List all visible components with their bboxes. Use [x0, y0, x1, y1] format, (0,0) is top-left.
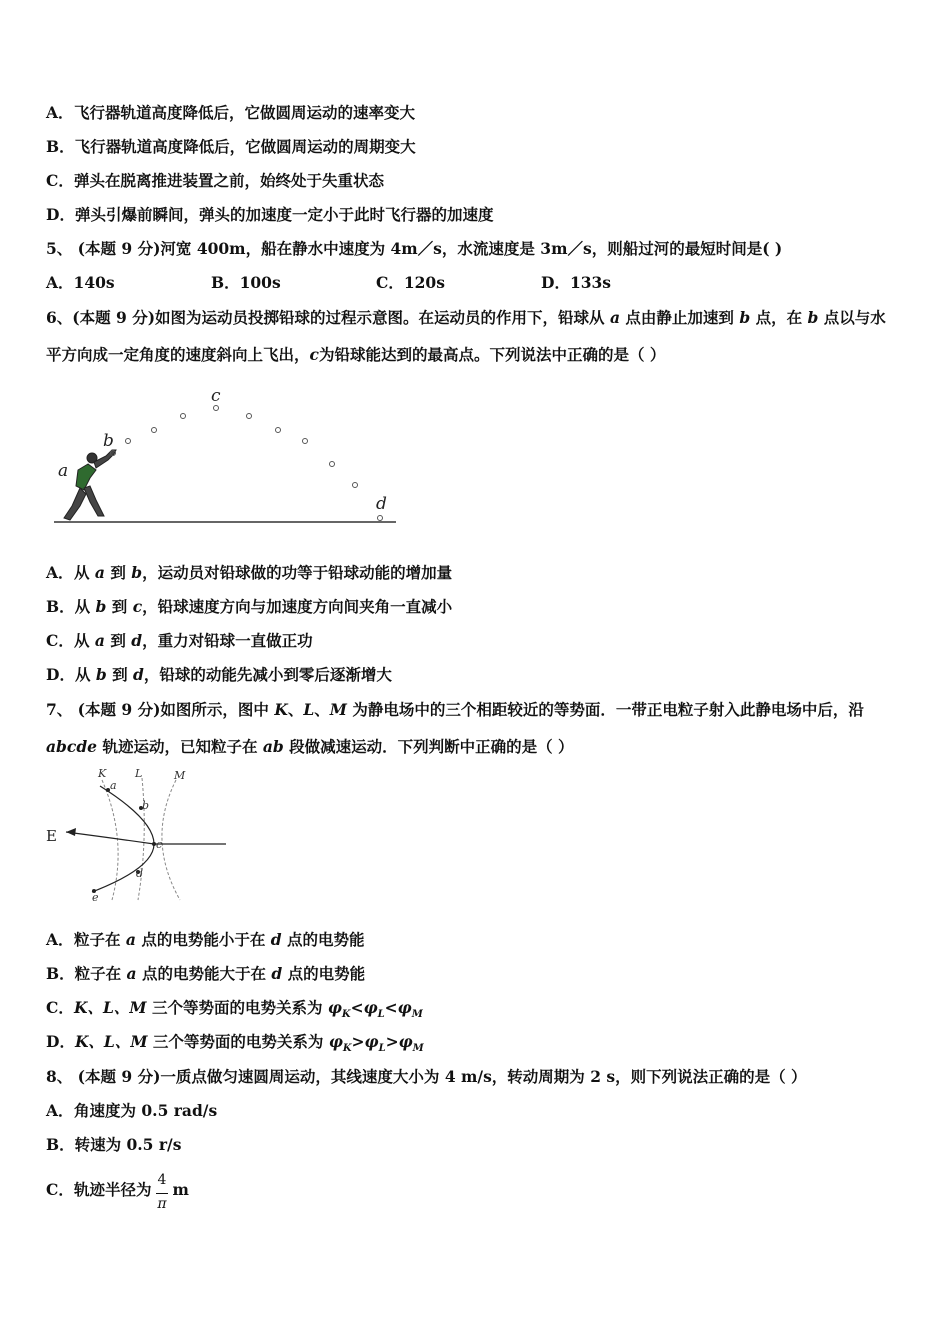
q6-option-a: A．从 a 到 b，运动员对铅球做的功等于铅球动能的增加量	[46, 563, 453, 582]
q7-stem-line2: abcde 轨迹运动，已知粒子在 ab 段做减速运动．下列判断中正确的是（ ）	[46, 737, 574, 756]
shot-put-figure	[50, 382, 410, 532]
q7-option-a: A．粒子在 a 点的电势能小于在 d 点的电势能	[46, 930, 365, 949]
q7-option-c: C．K、L、M 三个等势面的电势关系为 $\varphi_K<\varphi_L<\varphi_M$	[46, 998, 423, 1021]
q4-option-b: B．飞行器轨道高度降低后，它做圆周运动的周期变大	[46, 137, 416, 156]
q8-option-a: A．角速度为 0.5 rad/s	[46, 1101, 218, 1120]
equipotential-m	[162, 780, 180, 900]
q5-option-a: A．140s	[46, 273, 115, 292]
athlete-icon	[64, 450, 116, 520]
label-M: M	[174, 769, 186, 782]
trajectory-point	[152, 428, 157, 433]
label-L: L	[135, 767, 143, 780]
label-d: d	[376, 494, 387, 514]
shot-at-d	[378, 516, 383, 521]
trajectory-point	[126, 439, 131, 444]
q5-option-c: C．120s	[376, 273, 445, 292]
q5-option-b: B．100s	[211, 273, 281, 292]
label-K: K	[98, 767, 107, 780]
q4-option-d: D．弹头引爆前瞬间，弹头的加速度一定小于此时飞行器的加速度	[46, 205, 494, 224]
q7-option-b: B．粒子在 a 点的电势能大于在 d 点的电势能	[46, 964, 366, 983]
q5-stem: 5、 (本题 9 分)河宽 400m，船在静水中速度为 4m／s，水流速度是 3m／s，则船过河的最短时间是( )	[46, 239, 783, 258]
trajectory-point	[276, 428, 281, 433]
q6-option-c: C．从 a 到 d，重力对铅球一直做正功	[46, 631, 313, 650]
label-c: c	[211, 386, 221, 406]
q8-option-c: C．轨迹半径为 $\frac{4}{\pi}$ m	[46, 1171, 189, 1212]
q8-option-b: B．转速为 0.5 r/s	[46, 1135, 182, 1154]
q6-option-b: B．从 b 到 c，铅球速度方向与加速度方向间夹角一直减小	[46, 597, 453, 616]
trajectory-point	[181, 414, 186, 419]
q7-option-d: D．K、L、M 三个等势面的电势关系为 $\varphi_K>\varphi_L>\varphi_M$	[46, 1032, 424, 1055]
q6-stem-line2: 平方向成一定角度的速度斜向上飞出，c为铅球能达到的最高点。下列说法中正确的是（ ）	[46, 345, 666, 364]
label-a: a	[110, 779, 117, 792]
shot-at-c	[214, 406, 219, 411]
trajectory-point	[330, 462, 335, 467]
q5-options	[46, 273, 910, 293]
trajectory-point	[303, 439, 308, 444]
q6-option-d: D．从 b 到 d，铅球的动能先减小到零后逐渐增大	[46, 665, 392, 684]
label-e: e	[92, 891, 99, 904]
q4-option-a: A．飞行器轨道高度降低后，它做圆周运动的速率变大	[46, 103, 416, 122]
field-line-left	[66, 832, 154, 844]
equipotential-l	[138, 778, 144, 900]
label-b: b	[142, 799, 150, 812]
radius-fraction: $\frac{4}{\pi}$	[157, 1171, 167, 1212]
equipotential-figure	[42, 764, 242, 906]
q6-stem-line1: 6、(本题 9 分)如图为运动员投掷铅球的过程示意图。在运动员的作用下，铅球从 a 点由静止加速到 b 点，在 b 点以与水	[46, 308, 886, 327]
label-b: b	[103, 431, 114, 451]
label-c: c	[156, 838, 163, 851]
q5-option-d: D．133s	[541, 273, 612, 292]
arrow-left-icon	[66, 828, 76, 836]
q7-stem-line1: 7、 (本题 9 分)如图所示，图中 K、L、M 为静电场中的三个相距较近的等势面．一带正电粒子射入此静电场中后，沿	[46, 700, 864, 719]
label-a: a	[58, 461, 69, 481]
q8-stem: 8、 (本题 9 分)一质点做匀速圆周运动，其线速度大小为 4 m/s，转动周期为 2 s，则下列说法正确的是（ ）	[46, 1067, 807, 1086]
trajectory-point	[247, 414, 252, 419]
label-E: E	[46, 827, 57, 845]
trajectory-point	[353, 483, 358, 488]
q4-option-c: C．弹头在脱离推进装置之前，始终处于失重状态	[46, 171, 385, 190]
label-d: d	[136, 867, 144, 880]
